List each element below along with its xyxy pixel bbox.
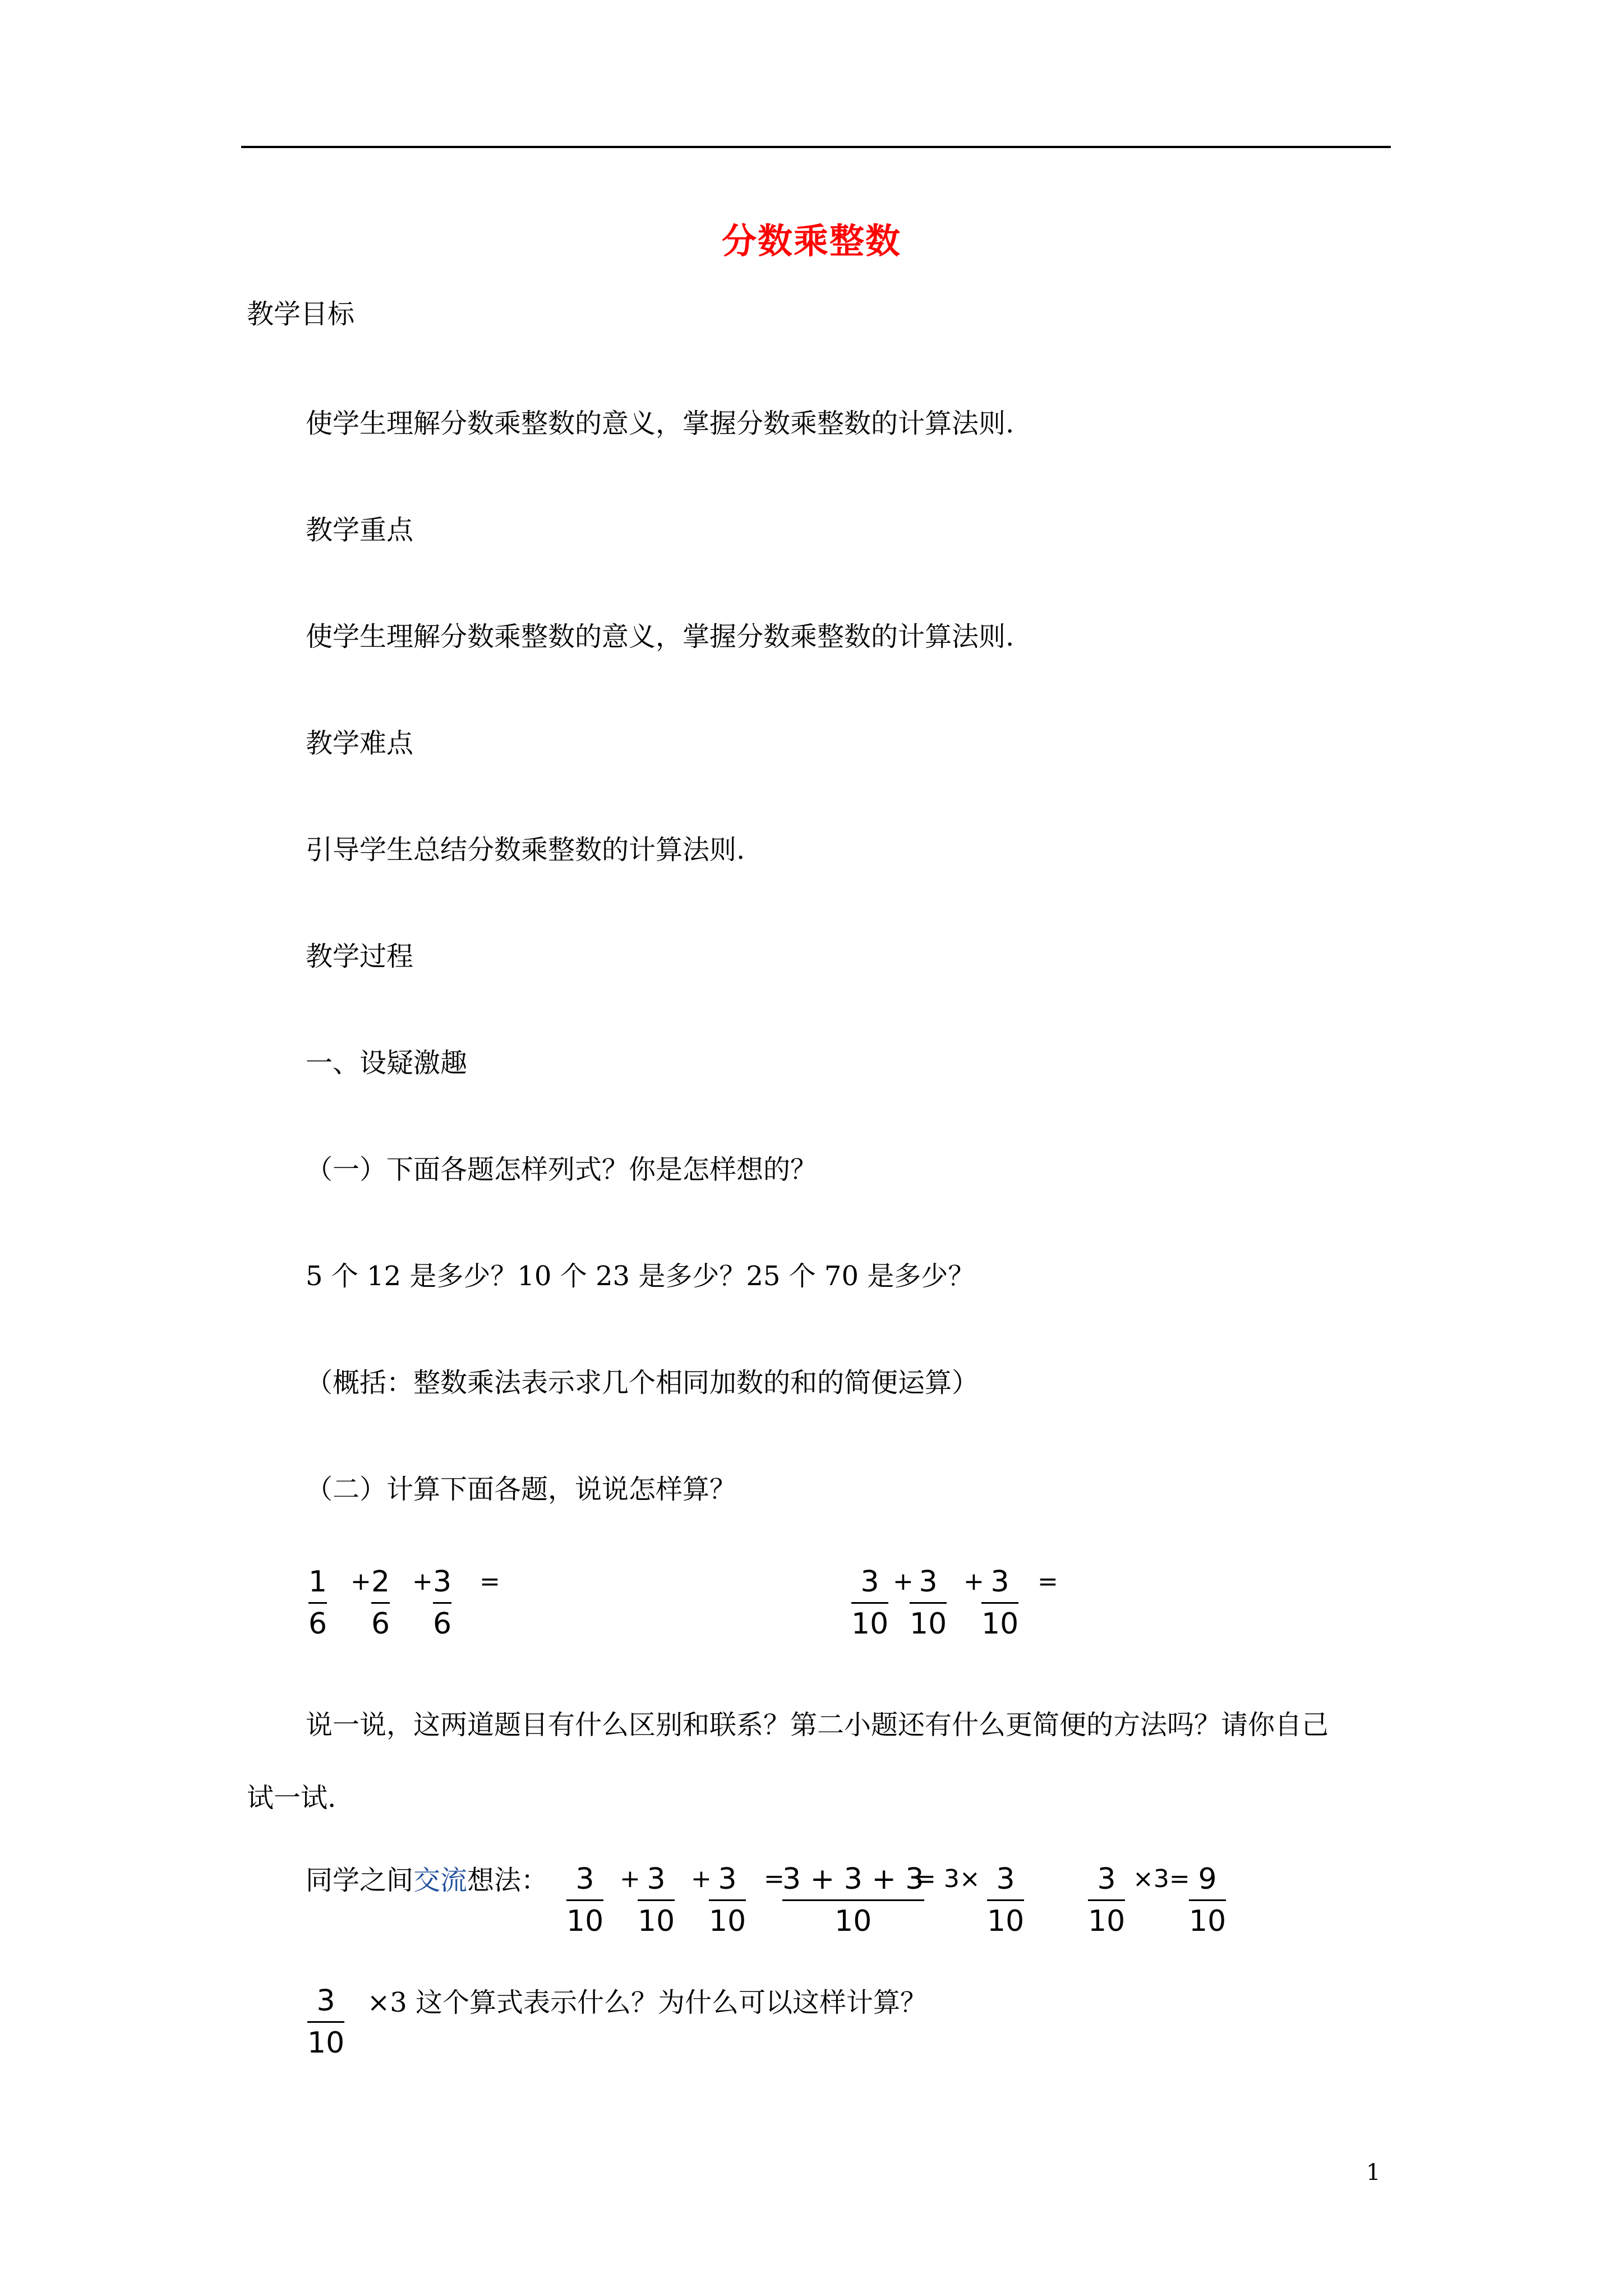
fraction-bar [910, 1602, 947, 1604]
denominator: 6 [308, 1607, 328, 1641]
equals-sign: = [764, 1865, 785, 1893]
difficulty-heading: 教学难点 [306, 728, 414, 759]
denominator: 10 [307, 2026, 345, 2060]
denominator: 10 [910, 1607, 947, 1641]
goal-heading: 教学目标 [247, 298, 355, 330]
denominator: 10 [566, 1904, 604, 1938]
question-2: （二）计算下面各题，说说怎样算？ [306, 1474, 737, 1505]
header-rule [241, 146, 1391, 148]
fraction-bar [987, 1899, 1024, 1901]
numerator: 3 [718, 1862, 737, 1896]
plus-sign: + [412, 1567, 433, 1596]
numerator: 3 [433, 1565, 452, 1599]
plus-sign: + [351, 1567, 371, 1596]
fraction-bar [981, 1602, 1018, 1604]
denominator: 10 [709, 1904, 746, 1938]
numerator: 2 [371, 1565, 390, 1599]
equals-sign: = [1038, 1567, 1058, 1596]
exchange-prefix [306, 1864, 548, 1897]
numerator: 3 [575, 1862, 594, 1896]
fraction-bar [638, 1899, 675, 1901]
fraction [987, 1861, 1024, 1939]
question-1-examples: 5 个 12 是多少？10 个 23 是多少？25 个 70 是多少？ [306, 1260, 975, 1292]
fraction [910, 1564, 947, 1642]
plus-sign: + [691, 1865, 712, 1893]
numerator: 3 [996, 1862, 1015, 1896]
fraction-bar [1189, 1899, 1226, 1901]
fraction-bar [308, 1602, 327, 1604]
plus-sign: + [620, 1865, 640, 1893]
fraction [1088, 1861, 1125, 1939]
denominator: 10 [851, 1607, 889, 1641]
fraction-bar [371, 1602, 390, 1604]
numerator: 3 [316, 1984, 335, 2018]
fraction [638, 1861, 675, 1939]
page-number: 1 [1366, 2160, 1381, 2185]
fraction [307, 1983, 344, 2061]
numerator: 3 [1097, 1862, 1116, 1896]
sum-fraction [782, 1861, 924, 1939]
denominator: 10 [834, 1904, 872, 1938]
part1-heading: 一、设疑激趣 [306, 1047, 468, 1079]
equals-sign: = [479, 1567, 500, 1596]
fraction-bar [1088, 1899, 1125, 1901]
exchange-prefix-b: 交流 [413, 1865, 468, 1896]
difficulty-text: 引导学生总结分数乘整数的计算法则. [306, 834, 745, 866]
denominator: 6 [371, 1607, 390, 1641]
fraction [566, 1861, 603, 1939]
denominator: 10 [638, 1904, 675, 1938]
summary-note: （概括：整数乘法表示求几个相同加数的和的简便运算） [306, 1367, 979, 1398]
fraction [433, 1564, 451, 1642]
discussion-line-2: 试一试. [247, 1782, 336, 1814]
key-text: 使学生理解分数乘整数的意义，掌握分数乘整数的计算法则. [306, 621, 1015, 652]
numerator: 1 [308, 1565, 328, 1599]
numerator: 3 [919, 1565, 938, 1599]
key-heading: 教学重点 [306, 514, 414, 546]
numerator: 3 [647, 1862, 666, 1896]
page-title: 分数乘整数 [721, 220, 901, 261]
equals-times: = 3× [915, 1865, 980, 1893]
denominator: 6 [433, 1607, 452, 1641]
closing-question: ×3 这个算式表示什么？为什么可以这样计算？ [367, 1987, 928, 2018]
fraction-bar [307, 2021, 344, 2023]
question-1: （一）下面各题怎样列式？你是怎样想的？ [306, 1154, 818, 1185]
fraction [981, 1564, 1018, 1642]
fraction [709, 1861, 746, 1939]
fraction-bar [433, 1602, 451, 1604]
exchange-prefix-a: 同学之间 [306, 1865, 414, 1896]
denominator: 10 [1189, 1904, 1227, 1938]
goal-text: 使学生理解分数乘整数的意义，掌握分数乘整数的计算法则. [306, 408, 1015, 439]
numerator: 3 [990, 1565, 1009, 1599]
times-equals: ×3= [1133, 1865, 1190, 1893]
fraction-bar [782, 1899, 924, 1901]
denominator: 10 [981, 1607, 1019, 1641]
exchange-prefix-c: 想法： [467, 1865, 548, 1896]
fraction-bar [709, 1899, 746, 1901]
numerator: 9 [1198, 1862, 1217, 1896]
fraction [371, 1564, 390, 1642]
plus-sign: + [893, 1567, 914, 1596]
denominator: 10 [987, 1904, 1025, 1938]
fraction [308, 1564, 327, 1642]
fraction [851, 1564, 888, 1642]
fraction [1189, 1861, 1226, 1939]
numerator: 3 + 3 + 3 [782, 1862, 924, 1896]
process-heading: 教学过程 [306, 941, 414, 972]
discussion-line-1: 说一说，这两道题目有什么区别和联系？第二小题还有什么更简便的方法吗？请你自己 [306, 1709, 1329, 1741]
plus-sign: + [963, 1567, 984, 1596]
denominator: 10 [1088, 1904, 1126, 1938]
fraction-bar [851, 1602, 888, 1604]
numerator: 3 [860, 1565, 879, 1599]
fraction-bar [566, 1899, 603, 1901]
